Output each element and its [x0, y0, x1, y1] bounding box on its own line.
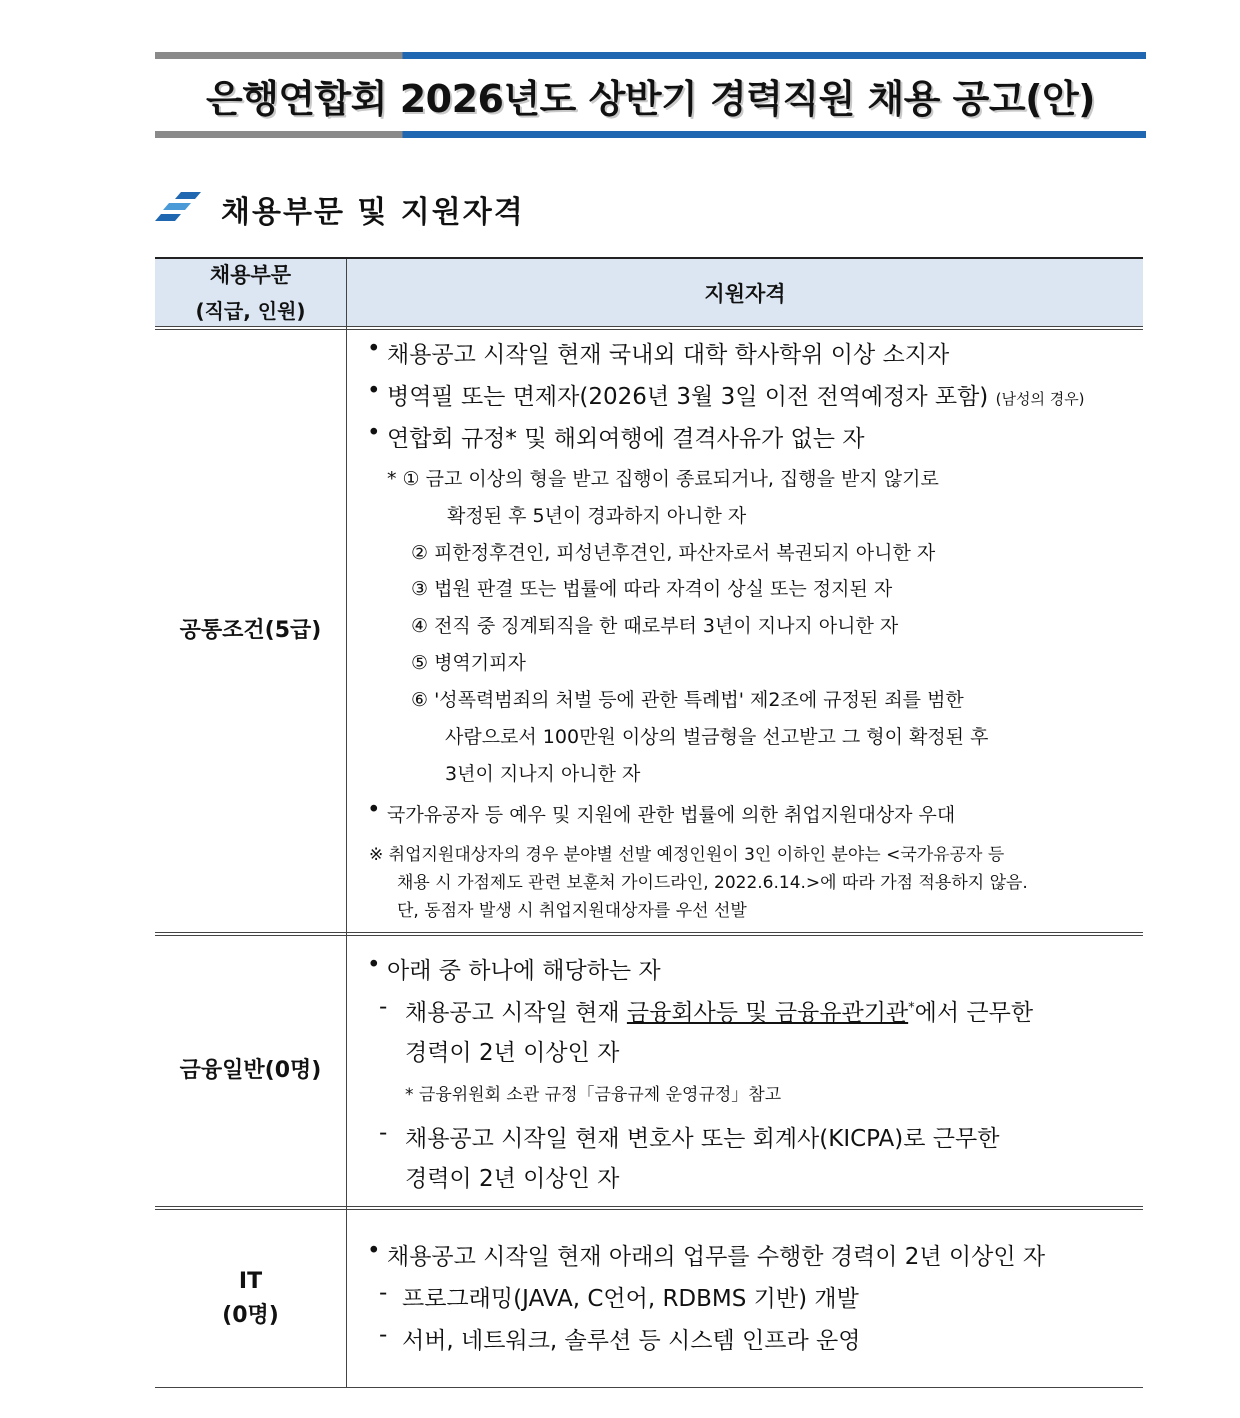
common-b2 [387, 378, 1085, 411]
finance-d1-star: * [908, 1000, 915, 1016]
table-header-row [155, 259, 1143, 326]
row-it-content [347, 1210, 1143, 1387]
common-b1: 채용공고 시작일 현재 국내외 대학 학사학위 이상 소지자 [387, 342, 950, 368]
finance-note: * 금융위원회 소관 규정「금융규제 운영규정」참고 [405, 1085, 782, 1105]
rule-1b: 확정된 후 5년이 경과하지 아니한 자 [447, 505, 747, 527]
finance-d1-institutions: 금융회사등 및 금융유관기관 [626, 1000, 909, 1026]
common-b4: 국가유공자 등 예우 및 지원에 관한 법률에 의한 취업지원대상자 우대 [387, 804, 956, 826]
bullet: • [367, 952, 381, 978]
page-title: 은행연합회 2026년도 상반기 경력직원 채용 공고(안) [205, 77, 1096, 121]
rule-6b: 사람으로서 100만원 이상의 벌금형을 선고받고 그 형이 확정된 후 [445, 726, 989, 748]
it-b1: 채용공고 시작일 현재 아래의 업무를 수행한 경력이 2년 이상인 자 [387, 1244, 1046, 1270]
dash: - [379, 1280, 388, 1306]
row-finance [155, 936, 1143, 1206]
finance-d1-post: 에서 근무한 [914, 1000, 1034, 1026]
note-2: 채용 시 가점제도 관련 보훈처 가이드라인, 2022.6.14.>에 따라 가점 적용하지 않음. [397, 873, 1028, 893]
finance-d2a: 채용공고 시작일 현재 변호사 또는 회계사(KICPA)로 근무한 [405, 1126, 1000, 1152]
header-category-line2: (직급, 인원) [195, 298, 306, 323]
title-top-rule [155, 52, 1146, 59]
note-1: ※ 취업지원대상자의 경우 분야별 선발 예정인원이 3인 이하인 분야는 <국가유공자 등 [369, 845, 1005, 865]
header-qualification: 지원자격 [704, 281, 786, 306]
dash: - [379, 1322, 388, 1348]
bullet: • [367, 797, 381, 823]
stairs-icon [155, 190, 205, 228]
header-category [155, 259, 346, 326]
finance-d1 [405, 994, 1137, 1027]
bullet: • [367, 378, 381, 404]
rule-1a: * ① 금고 이상의 형을 받고 집행이 종료되거나, 집행을 받지 않기로 [387, 468, 939, 490]
row-it [155, 1210, 1143, 1387]
it-d2: 서버, 네트워크, 솔루션 등 시스템 인프라 운영 [402, 1328, 861, 1354]
row-common-label: 공통조건(5급) [179, 618, 322, 643]
rule-6c: 3년이 지나지 아니한 자 [445, 763, 641, 785]
bullet: • [367, 336, 381, 362]
common-b2-note: (남성의 경우) [995, 390, 1085, 408]
row-it-label-line2: (0명) [222, 1302, 279, 1328]
table-bottom-rule [155, 1387, 1143, 1388]
rule-5: ⑤ 병역기피자 [411, 652, 526, 674]
bullet: • [367, 1238, 381, 1264]
row-finance-label: 금융일반(0명) [179, 1058, 322, 1083]
common-b3: 연합회 규정* 및 해외여행에 결격사유가 없는 자 [387, 426, 865, 452]
it-d1: 프로그래밍(JAVA, C언어, RDBMS 기반) 개발 [402, 1286, 859, 1312]
finance-d1-pre: 채용공고 시작일 현재 [405, 1000, 627, 1026]
dash: - [379, 994, 388, 1020]
dash: - [379, 1120, 388, 1146]
title-bottom-rule [155, 131, 1146, 138]
finance-d1b: 경력이 2년 이상인 자 [405, 1040, 620, 1066]
row-common-content [347, 330, 1143, 932]
section-heading [155, 186, 525, 232]
title-banner [155, 52, 1146, 138]
row-common [155, 330, 1143, 932]
rule-3: ③ 법원 판결 또는 법률에 따라 자격이 상실 또는 정지된 자 [411, 578, 893, 600]
bullet: • [367, 420, 381, 446]
common-b2-text: 병역필 또는 면제자(2026년 3월 3일 이전 전역예정자 포함) [387, 384, 989, 410]
finance-d2b: 경력이 2년 이상인 자 [405, 1166, 620, 1192]
section-title: 채용부문 및 지원자격 [221, 195, 525, 230]
note-3: 단, 동점자 발생 시 취업지원대상자를 우선 선발 [397, 901, 747, 921]
row-it-label [155, 1210, 346, 1387]
header-category-line1: 채용부문 [209, 262, 292, 287]
rule-2: ② 피한정후견인, 피성년후견인, 파산자로서 복권되지 아니한 자 [411, 542, 936, 564]
rule-6a: ⑥ '성폭력범죄의 처벌 등에 관한 특례법' 제2조에 규정된 죄를 범한 [411, 689, 964, 711]
row-it-label-line1: IT [238, 1268, 263, 1294]
row-finance-content [347, 936, 1143, 1206]
rule-4: ④ 전직 중 징계퇴직을 한 때로부터 3년이 지나지 아니한 자 [411, 615, 899, 637]
finance-b1: 아래 중 하나에 해당하는 자 [387, 958, 661, 984]
